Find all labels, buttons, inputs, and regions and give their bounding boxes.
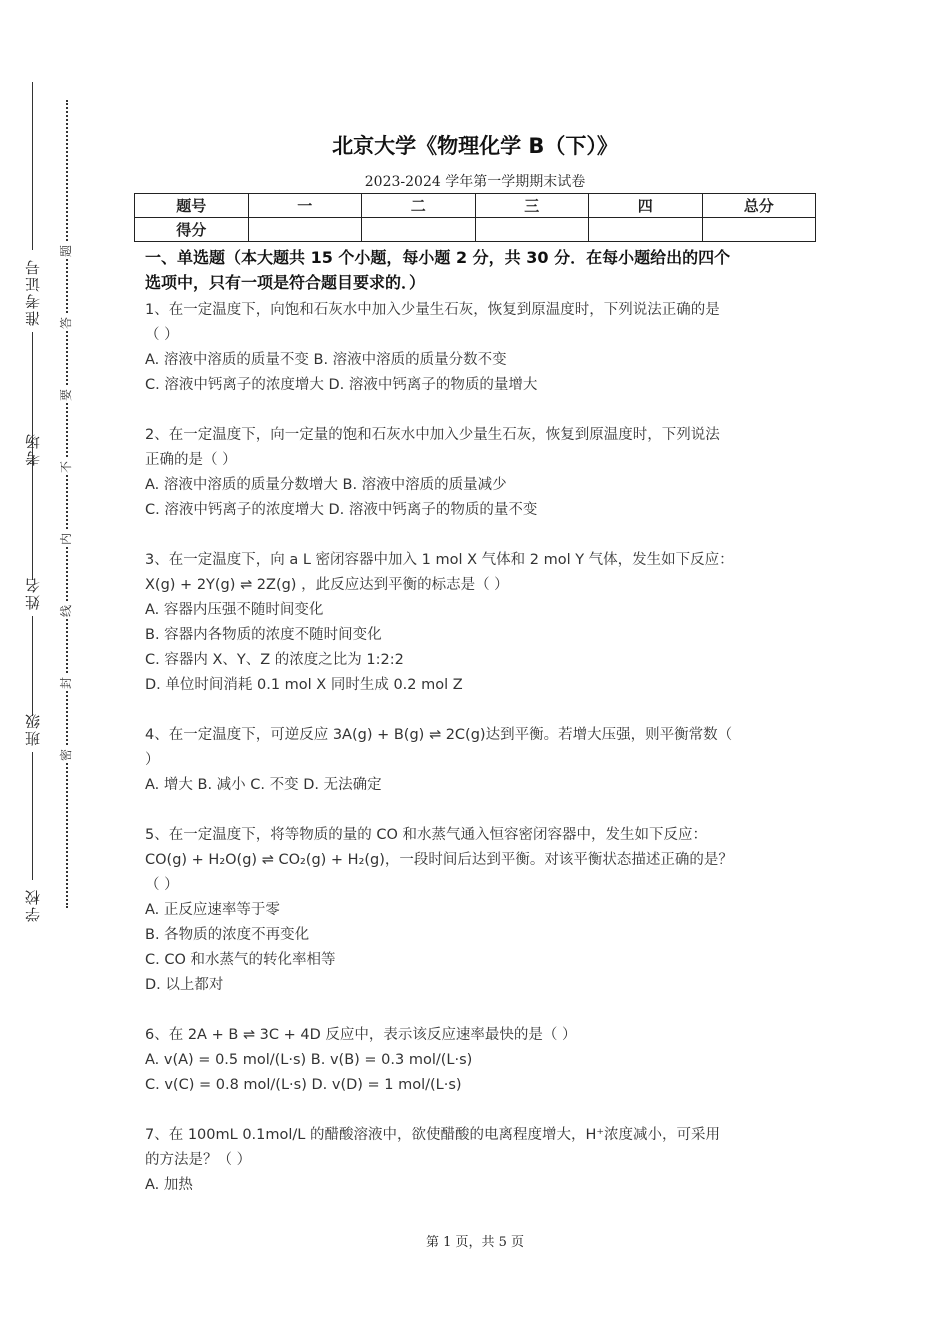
question-option: A. 容器内压强不随时间变化 — [145, 602, 324, 618]
section-heading — [145, 245, 810, 295]
score-cell: 四 — [589, 194, 703, 218]
question-7 — [145, 1123, 810, 1198]
exam-body — [145, 245, 810, 1223]
question-stem: 7、在 100mL 0.1mol/L 的醋酸溶液中，欲使醋酸的电离程度增大，H⁺浓度减小，可采用 — [145, 1127, 721, 1143]
score-cell: 题号 — [135, 194, 249, 218]
seal-line-char: 线 — [59, 605, 73, 618]
margin-field-school — [20, 888, 44, 922]
exam-title: 北京大学《物理化学 B（下）》 — [332, 134, 618, 158]
question-option: B. 各物质的浓度不再变化 — [145, 927, 310, 943]
score-cell: 一 — [248, 194, 362, 218]
question-stem: 2、在一定温度下，向一定量的饱和石灰水中加入少量生石灰，恢复到原温度时，下列说法 — [145, 427, 720, 443]
page-footer: 第 1 页，共 5 页 — [425, 1235, 525, 1250]
score-table-header-row — [135, 194, 816, 218]
margin-label-exam-room: 考场 — [23, 432, 42, 466]
question-stem: 的方法是？（ ） — [145, 1152, 252, 1168]
margin-top-line — [32, 82, 33, 250]
question-stem: 6、在 2A + B ⇌ 3C + 4D 反应中，表示该反应速率最快的是（ ） — [145, 1027, 577, 1043]
seal-cut-line — [66, 100, 68, 908]
score-entry-cell[interactable] — [248, 218, 362, 242]
margin-label-class: 班级 — [23, 712, 42, 746]
question-option: A. v(A) = 0.5 mol/(L·s) B. v(B) = 0.3 mol/(L·s) — [145, 1052, 473, 1068]
question-option: B. 容器内各物质的浓度不随时间变化 — [145, 627, 382, 643]
question-stem: （ ） — [145, 327, 179, 343]
seal-line-char: 答 — [59, 317, 73, 330]
score-cell: 二 — [362, 194, 476, 218]
question-stem: X(g) + 2Y(g) ⇌ 2Z(g) ，此反应达到平衡的标志是（ ） — [145, 577, 509, 593]
question-option: C. 容器内 X、Y、Z 的浓度之比为 1:2:2 — [145, 652, 404, 668]
question-stem: 1、在一定温度下，向饱和石灰水中加入少量生石灰，恢复到原温度时，下列说法正确的是 — [145, 302, 720, 318]
question-6 — [145, 1023, 810, 1098]
seal-line-char: 密 — [59, 749, 73, 762]
seal-line-char: 封 — [59, 677, 73, 690]
margin-label-name: 姓名 — [23, 576, 42, 610]
question-option: A. 溶液中溶质的质量分数增大 B. 溶液中溶质的质量减少 — [145, 477, 507, 493]
question-2 — [145, 423, 810, 523]
score-table — [134, 193, 816, 242]
margin-fill-line — [32, 472, 33, 580]
question-4 — [145, 723, 810, 798]
margin-label-exam-number: 准考证号 — [23, 258, 42, 326]
section-heading-line: 选项中，只有一项是符合题目要求的．） — [145, 273, 426, 292]
margin-fill-line — [32, 616, 33, 716]
question-1 — [145, 298, 810, 398]
section-heading-line: 一、单选题（本大题共 15 个小题，每小题 2 分，共 30 分．在每小题给出的四个 — [145, 248, 731, 267]
score-entry-cell[interactable] — [702, 218, 816, 242]
margin-field-class — [20, 712, 44, 880]
score-cell: 三 — [475, 194, 589, 218]
question-stem: CO(g) + H₂O(g) ⇌ CO₂(g) + H₂(g)，一段时间后达到平衡。对该平衡状态描述正确的是？ — [145, 852, 733, 868]
seal-line-char: 题 — [59, 245, 73, 258]
score-entry-cell[interactable] — [475, 218, 589, 242]
question-3 — [145, 548, 810, 698]
score-table-score-row — [135, 218, 816, 242]
score-entry-cell[interactable] — [362, 218, 476, 242]
exam-subtitle: 2023-2024 学年第一学期期末试卷 — [364, 174, 586, 190]
question-option: C. 溶液中钙离子的浓度增大 D. 溶液中钙离子的物质的量增大 — [145, 377, 538, 393]
question-option: D. 以上都对 — [145, 977, 224, 993]
question-option: A. 加热 — [145, 1177, 193, 1193]
margin-fill-line — [32, 752, 33, 880]
score-cell: 总分 — [702, 194, 816, 218]
question-option: A. 正反应速率等于零 — [145, 902, 280, 918]
question-stem: ） — [145, 752, 160, 768]
question-5 — [145, 823, 810, 998]
question-option: D. 单位时间消耗 0.1 mol X 同时生成 0.2 mol Z — [145, 677, 463, 693]
score-entry-cell[interactable] — [589, 218, 703, 242]
margin-field-name — [20, 576, 44, 716]
margin-label-school: 学校 — [23, 888, 42, 922]
score-cell: 得分 — [135, 218, 249, 242]
question-stem: 3、在一定温度下，向 a L 密闭容器中加入 1 mol X 气体和 2 mol Y 气体，发生如下反应： — [145, 552, 734, 568]
question-option: A. 增大 B. 减小 C. 不变 D. 无法确定 — [145, 777, 382, 793]
seal-line-char: 要 — [59, 389, 73, 402]
question-option: C. CO 和水蒸气的转化率相等 — [145, 952, 336, 968]
question-option: C. v(C) = 0.8 mol/(L·s) D. v(D) = 1 mol/(L·s) — [145, 1077, 462, 1093]
seal-line-char: 不 — [59, 461, 73, 474]
margin-field-exam-room — [20, 432, 44, 580]
question-stem: 4、在一定温度下，可逆反应 3A(g) + B(g) ⇌ 2C(g)达到平衡。若增大压强，则平衡常数（ — [145, 727, 733, 743]
question-stem: （ ） — [145, 877, 179, 893]
question-stem: 正确的是（ ） — [145, 452, 237, 468]
question-option: A. 溶液中溶质的质量不变 B. 溶液中溶质的质量分数不变 — [145, 352, 507, 368]
question-option: C. 溶液中钙离子的浓度增大 D. 溶液中钙离子的物质的量不变 — [145, 502, 538, 518]
seal-line-char: 内 — [59, 533, 73, 546]
question-stem: 5、在一定温度下，将等物质的量的 CO 和水蒸气通入恒容密闭容器中，发生如下反应： — [145, 827, 707, 843]
